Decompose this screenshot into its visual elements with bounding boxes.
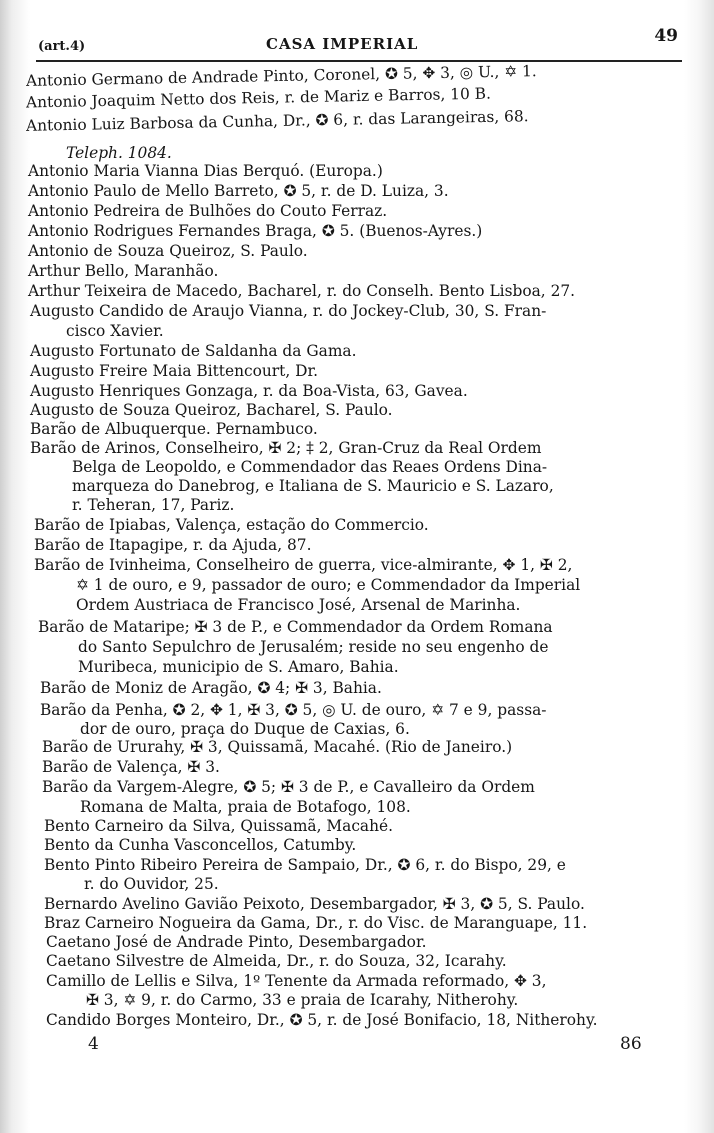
- entry-line: Augusto Freire Maia Bittencourt, Dr.: [30, 362, 319, 380]
- entry-line: Antonio de Souza Queiroz, S. Paulo.: [28, 242, 308, 260]
- entry-line: Caetano José de Andrade Pinto, Desembargador.: [46, 933, 427, 951]
- entry-line: Barão da Penha, ✪ 2, ✥ 1, ✠ 3, ✪ 5, ◎ U. de ouro, ✡ 7 e 9, passa-: [40, 701, 547, 719]
- entry-line: Barão de Moniz de Aragão, ✪ 4; ✠ 3, Bahia.: [40, 679, 382, 697]
- entry-line: Antonio Germano de Andrade Pinto, Coronel, ✪ 5, ✥ 3, ◎ U., ✡ 1.: [25, 62, 537, 90]
- entry-line: Camillo de Lellis e Silva, 1º Tenente da Armada reformado, ✥ 3,: [46, 972, 547, 990]
- entry-line: Muribeca, municipio de S. Amaro, Bahia.: [78, 658, 399, 676]
- entry-line: Braz Carneiro Nogueira da Gama, Dr., r. do Visc. de Maranguape, 11.: [44, 914, 588, 932]
- entry-line: Barão de Albuquerque. Pernambuco.: [30, 420, 318, 438]
- entry-line: marqueza do Danebrog, e Italiana de S. Mauricio e S. Lazaro,: [72, 477, 554, 495]
- entry-line: Belga de Leopoldo, e Commendador das Reaes Ordens Dina-: [72, 458, 548, 476]
- entry-line: Bento da Cunha Vasconcellos, Catumby.: [44, 836, 357, 854]
- entry-line: Caetano Silvestre de Almeida, Dr., r. do Souza, 32, Icarahy.: [46, 952, 507, 970]
- entry-line: Augusto de Souza Queiroz, Bacharel, S. Paulo.: [30, 401, 393, 419]
- section-reference: (art.4): [38, 39, 86, 54]
- entry-line: Augusto Henriques Gonzaga, r. da Boa-Vista, 63, Gavea.: [30, 382, 468, 400]
- entry-line: Candido Borges Monteiro, Dr., ✪ 5, r. de José Bonifacio, 18, Nitherohy.: [46, 1011, 598, 1029]
- entry-line: Bernardo Avelino Gavião Peixoto, Desembargador, ✠ 3, ✪ 5, S. Paulo.: [44, 895, 585, 913]
- entry-line: Antonio Pedreira de Bulhões do Couto Ferraz.: [28, 202, 388, 220]
- entry-line: Barão da Vargem-Alegre, ✪ 5; ✠ 3 de P., e Cavalleiro da Ordem: [42, 778, 535, 796]
- entry-line: r. do Ouvidor, 25.: [84, 875, 219, 893]
- entry-line: Antonio Luiz Barbosa da Cunha, Dr., ✪ 6, r. das Larangeiras, 68.: [25, 107, 529, 135]
- entry-line: Antonio Paulo de Mello Barreto, ✪ 5, r. de D. Luiza, 3.: [28, 182, 449, 200]
- entry-line: Romana de Malta, praia de Botafogo, 108.: [80, 798, 411, 816]
- entry-line: Barão de Ivinheima, Conselheiro de guerra, vice-almirante, ✥ 1, ✠ 2,: [34, 556, 573, 574]
- entry-line: Bento Pinto Ribeiro Pereira de Sampaio, Dr., ✪ 6, r. do Bispo, 29, e: [44, 856, 566, 874]
- page-title: CASA IMPERIAL: [266, 35, 419, 53]
- entry-line: Barão de Arinos, Conselheiro, ✠ 2; ‡ 2, Gran-Cruz da Real Ordem: [30, 439, 542, 457]
- entry-line: r. Teheran, 17, Pariz.: [72, 496, 235, 514]
- entry-line: Barão de Valença, ✠ 3.: [42, 758, 220, 776]
- entry-line: Antonio Joaquim Netto dos Reis, r. de Mariz e Barros, 10 B.: [25, 84, 492, 112]
- entry-line: Barão de Ururahy, ✠ 3, Quissamã, Macahé. (Rio de Janeiro.): [42, 738, 513, 756]
- entry-line: Bento Carneiro da Silva, Quissamã, Macahé.: [44, 817, 394, 835]
- entry-line: Antonio Rodrigues Fernandes Braga, ✪ 5. (Buenos-Ayres.): [28, 222, 483, 240]
- entry-line: Barão de Ipiabas, Valença, estação do Commercio.: [34, 516, 429, 534]
- entry-line: ✡ 1 de ouro, e 9, passador de ouro; e Commendador da Imperial: [76, 576, 581, 594]
- entry-line: Arthur Teixeira de Macedo, Bacharel, r. do Conselh. Bento Lisboa, 27.: [28, 282, 576, 300]
- entry-line: Augusto Fortunato de Saldanha da Gama.: [30, 342, 357, 360]
- entry-line: Barão de Itapagipe, r. da Ajuda, 87.: [34, 536, 312, 554]
- entry-line: Teleph. 1084.: [66, 144, 172, 162]
- entry-line: cisco Xavier.: [66, 322, 164, 340]
- signature-mark: 4: [88, 1034, 99, 1054]
- entry-line: dor de ouro, praça do Duque de Caxias, 6.: [80, 720, 410, 738]
- entry-line: do Santo Sepulchro de Jerusalém; reside no seu engenho de: [78, 638, 549, 656]
- entry-line: ✠ 3, ✡ 9, r. do Carmo, 33 e praia de Icarahy, Nitherohy.: [86, 991, 519, 1009]
- entry-line: Ordem Austriaca de Francisco José, Arsenal de Marinha.: [76, 596, 521, 614]
- entry-line: Antonio Maria Vianna Dias Berquó. (Europa.): [28, 162, 383, 180]
- footer-page-number: 86: [620, 1034, 642, 1054]
- page-number: 49: [654, 26, 678, 46]
- entry-line: Augusto Candido de Araujo Vianna, r. do Jockey-Club, 30, S. Fran-: [30, 302, 547, 320]
- entry-line: Arthur Bello, Maranhão.: [28, 262, 219, 280]
- entry-line: Barão de Mataripe; ✠ 3 de P., e Commendador da Ordem Romana: [38, 618, 553, 636]
